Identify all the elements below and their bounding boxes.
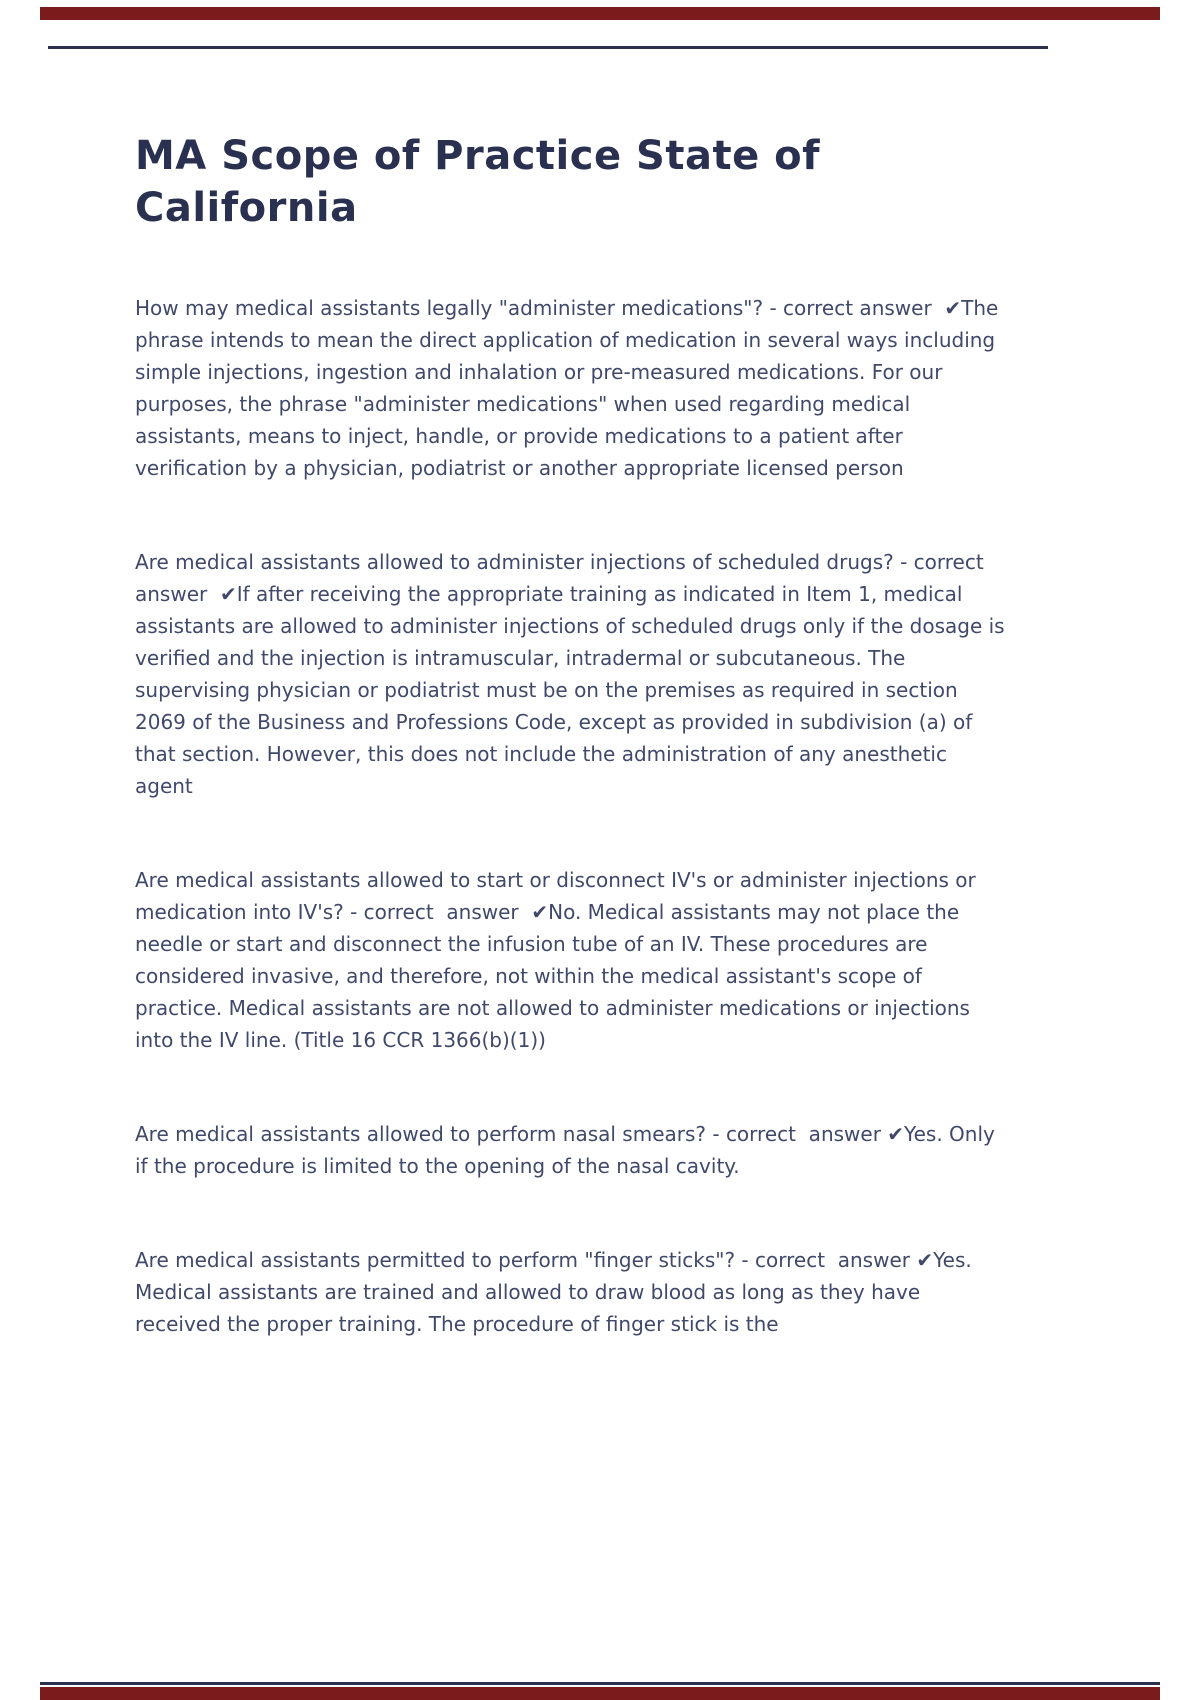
top-horizontal-rule (48, 46, 1048, 49)
document-content (135, 130, 1011, 1402)
qa-paragraph: Are medical assistants allowed to administer injections of scheduled drugs? - correct answer ✔If after receiving the appropriate training as indicated in Item 1, medical assistants are allowed to administer injections of scheduled drugs only if the dosage is verified and the injection is intramuscular, intradermal or subcutaneous. The supervising physician or podiatrist must be on the premises as required in section 2069 of the Business and Professions Code, except as provided in subdivision (a) of that section. However, this does not include the administration of any anesthetic agent (135, 550, 1011, 798)
qa-paragraph: How may medical assistants legally "administer medications"? - correct answer ✔The phrase intends to mean the direct application of medication in several ways including simple injections, ingestion and inhalation or pre-measured medications. For our purposes, the phrase "administer medications" when used regarding medical assistants, means to inject, handle, or provide medications to a patient after verification by a physician, podiatrist or another appropriate licensed person (135, 296, 1005, 480)
bottom-horizontal-rule (40, 1682, 1160, 1685)
qa-paragraph: Are medical assistants allowed to perform nasal smears? - correct answer ✔Yes. Only if the procedure is limited to the opening of the nasal cavity. (135, 1122, 1002, 1178)
top-accent-bar (40, 7, 1160, 20)
bottom-accent-bar (40, 1687, 1160, 1700)
qa-paragraph: Are medical assistants permitted to perform "finger sticks"? - correct answer ✔Yes. Medical assistants are trained and allowed to draw blood as long as they have received the proper training. The procedure of finger stick is the (135, 1248, 979, 1336)
qa-paragraph: Are medical assistants allowed to start or disconnect IV's or administer injections or medication into IV's? - correct answer ✔No. Medical assistants may not place the needle or start and disconnect the infusion tube of an IV. These procedures are considered invasive, and therefore, not within the medical assistant's scope of practice. Medical assistants are not allowed to administer medications or injections into the IV line. (Title 16 CCR 1366(b)(1)) (135, 868, 983, 1052)
page-title: MA Scope of Practice State of California (135, 133, 821, 231)
